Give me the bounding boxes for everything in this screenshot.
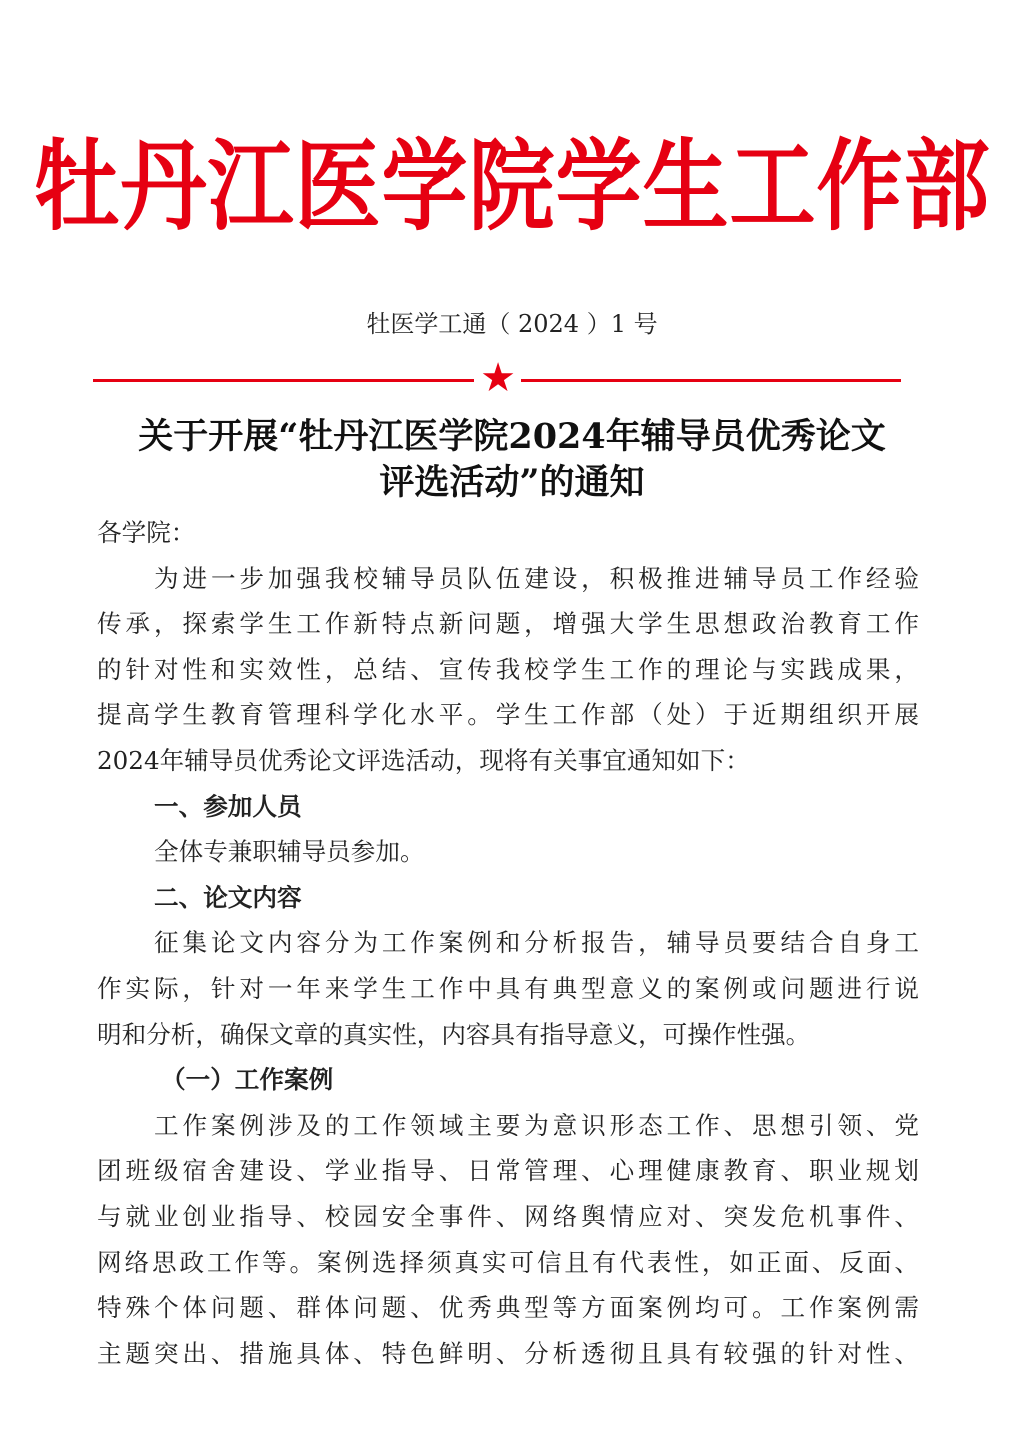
- subsection-heading-work-cases: （一）工作案例: [161, 1065, 334, 1095]
- paragraph-line: 主题突出、措施具体、特色鲜明、分析透彻且具有较强的针对性、: [97, 1338, 919, 1368]
- paragraph-line: 明和分析，确保文章的真实性，内容具有指导意义，可操作性强。: [97, 1019, 811, 1049]
- paragraph-line: 传承，探索学生工作新特点新问题，增强大学生思想政治教育工作: [97, 609, 919, 639]
- paragraph-line: 为进一步加强我校辅导员队伍建设，积极推进辅导员工作经验: [154, 563, 919, 593]
- red-rule-right: [521, 379, 901, 382]
- paragraph-line: 作实际，针对一年来学生工作中具有典型意义的案例或问题进行说: [97, 973, 919, 1003]
- paragraph-line: 网络思政工作等。案例选择须真实可信且有代表性，如正面、反面、: [97, 1247, 919, 1277]
- paragraph-line: 工作案例涉及的工作领域主要为意识形态工作、思想引领、党: [154, 1110, 919, 1140]
- section-heading-content: 二、论文内容: [154, 882, 302, 912]
- document-number: 牡医学工通（ 2024 ）1 号: [366, 310, 658, 338]
- paragraph-line: 与就业创业指导、校园安全事件、网络舆情应对、突发危机事件、: [97, 1201, 919, 1231]
- section-text-participants: 全体专兼职辅导员参加。: [154, 837, 425, 867]
- paragraph-line: 提高学生教育管理科学化水平。学生工作部（处）于近期组织开展: [97, 700, 919, 730]
- paragraph-line: 2024年辅导员优秀论文评选活动，现将有关事宜通知如下：: [97, 745, 750, 775]
- paragraph-line: 的针对性和实效性，总结、宣传我校学生工作的理论与实践成果，: [97, 654, 919, 684]
- red-star-icon: ★: [480, 355, 516, 401]
- paragraph-intro: [97, 556, 919, 784]
- paragraph-line: 征集论文内容分为工作案例和分析报告，辅导员要结合自身工: [154, 928, 919, 958]
- red-rule-left: [93, 379, 474, 382]
- paragraph-content: [97, 920, 919, 1057]
- salutation: 各学院：: [97, 518, 196, 547]
- paragraph-line: 特殊个体问题、群体问题、优秀典型等方面案例均可。工作案例需: [97, 1293, 919, 1323]
- paragraph-line: 团班级宿舍建设、学业指导、日常管理、心理健康教育、职业规划: [97, 1156, 919, 1186]
- section-heading-participants: 一、参加人员: [154, 791, 302, 821]
- notice-body: [97, 510, 919, 1376]
- notice-title-line-2: 评选活动”的通知: [379, 462, 645, 503]
- notice-title-line-1: 关于开展“牡丹江医学院2024年辅导员优秀论文: [138, 416, 886, 457]
- masthead-title: 牡丹江医学院学生工作部: [33, 129, 991, 245]
- paragraph-work-cases: [97, 1103, 919, 1377]
